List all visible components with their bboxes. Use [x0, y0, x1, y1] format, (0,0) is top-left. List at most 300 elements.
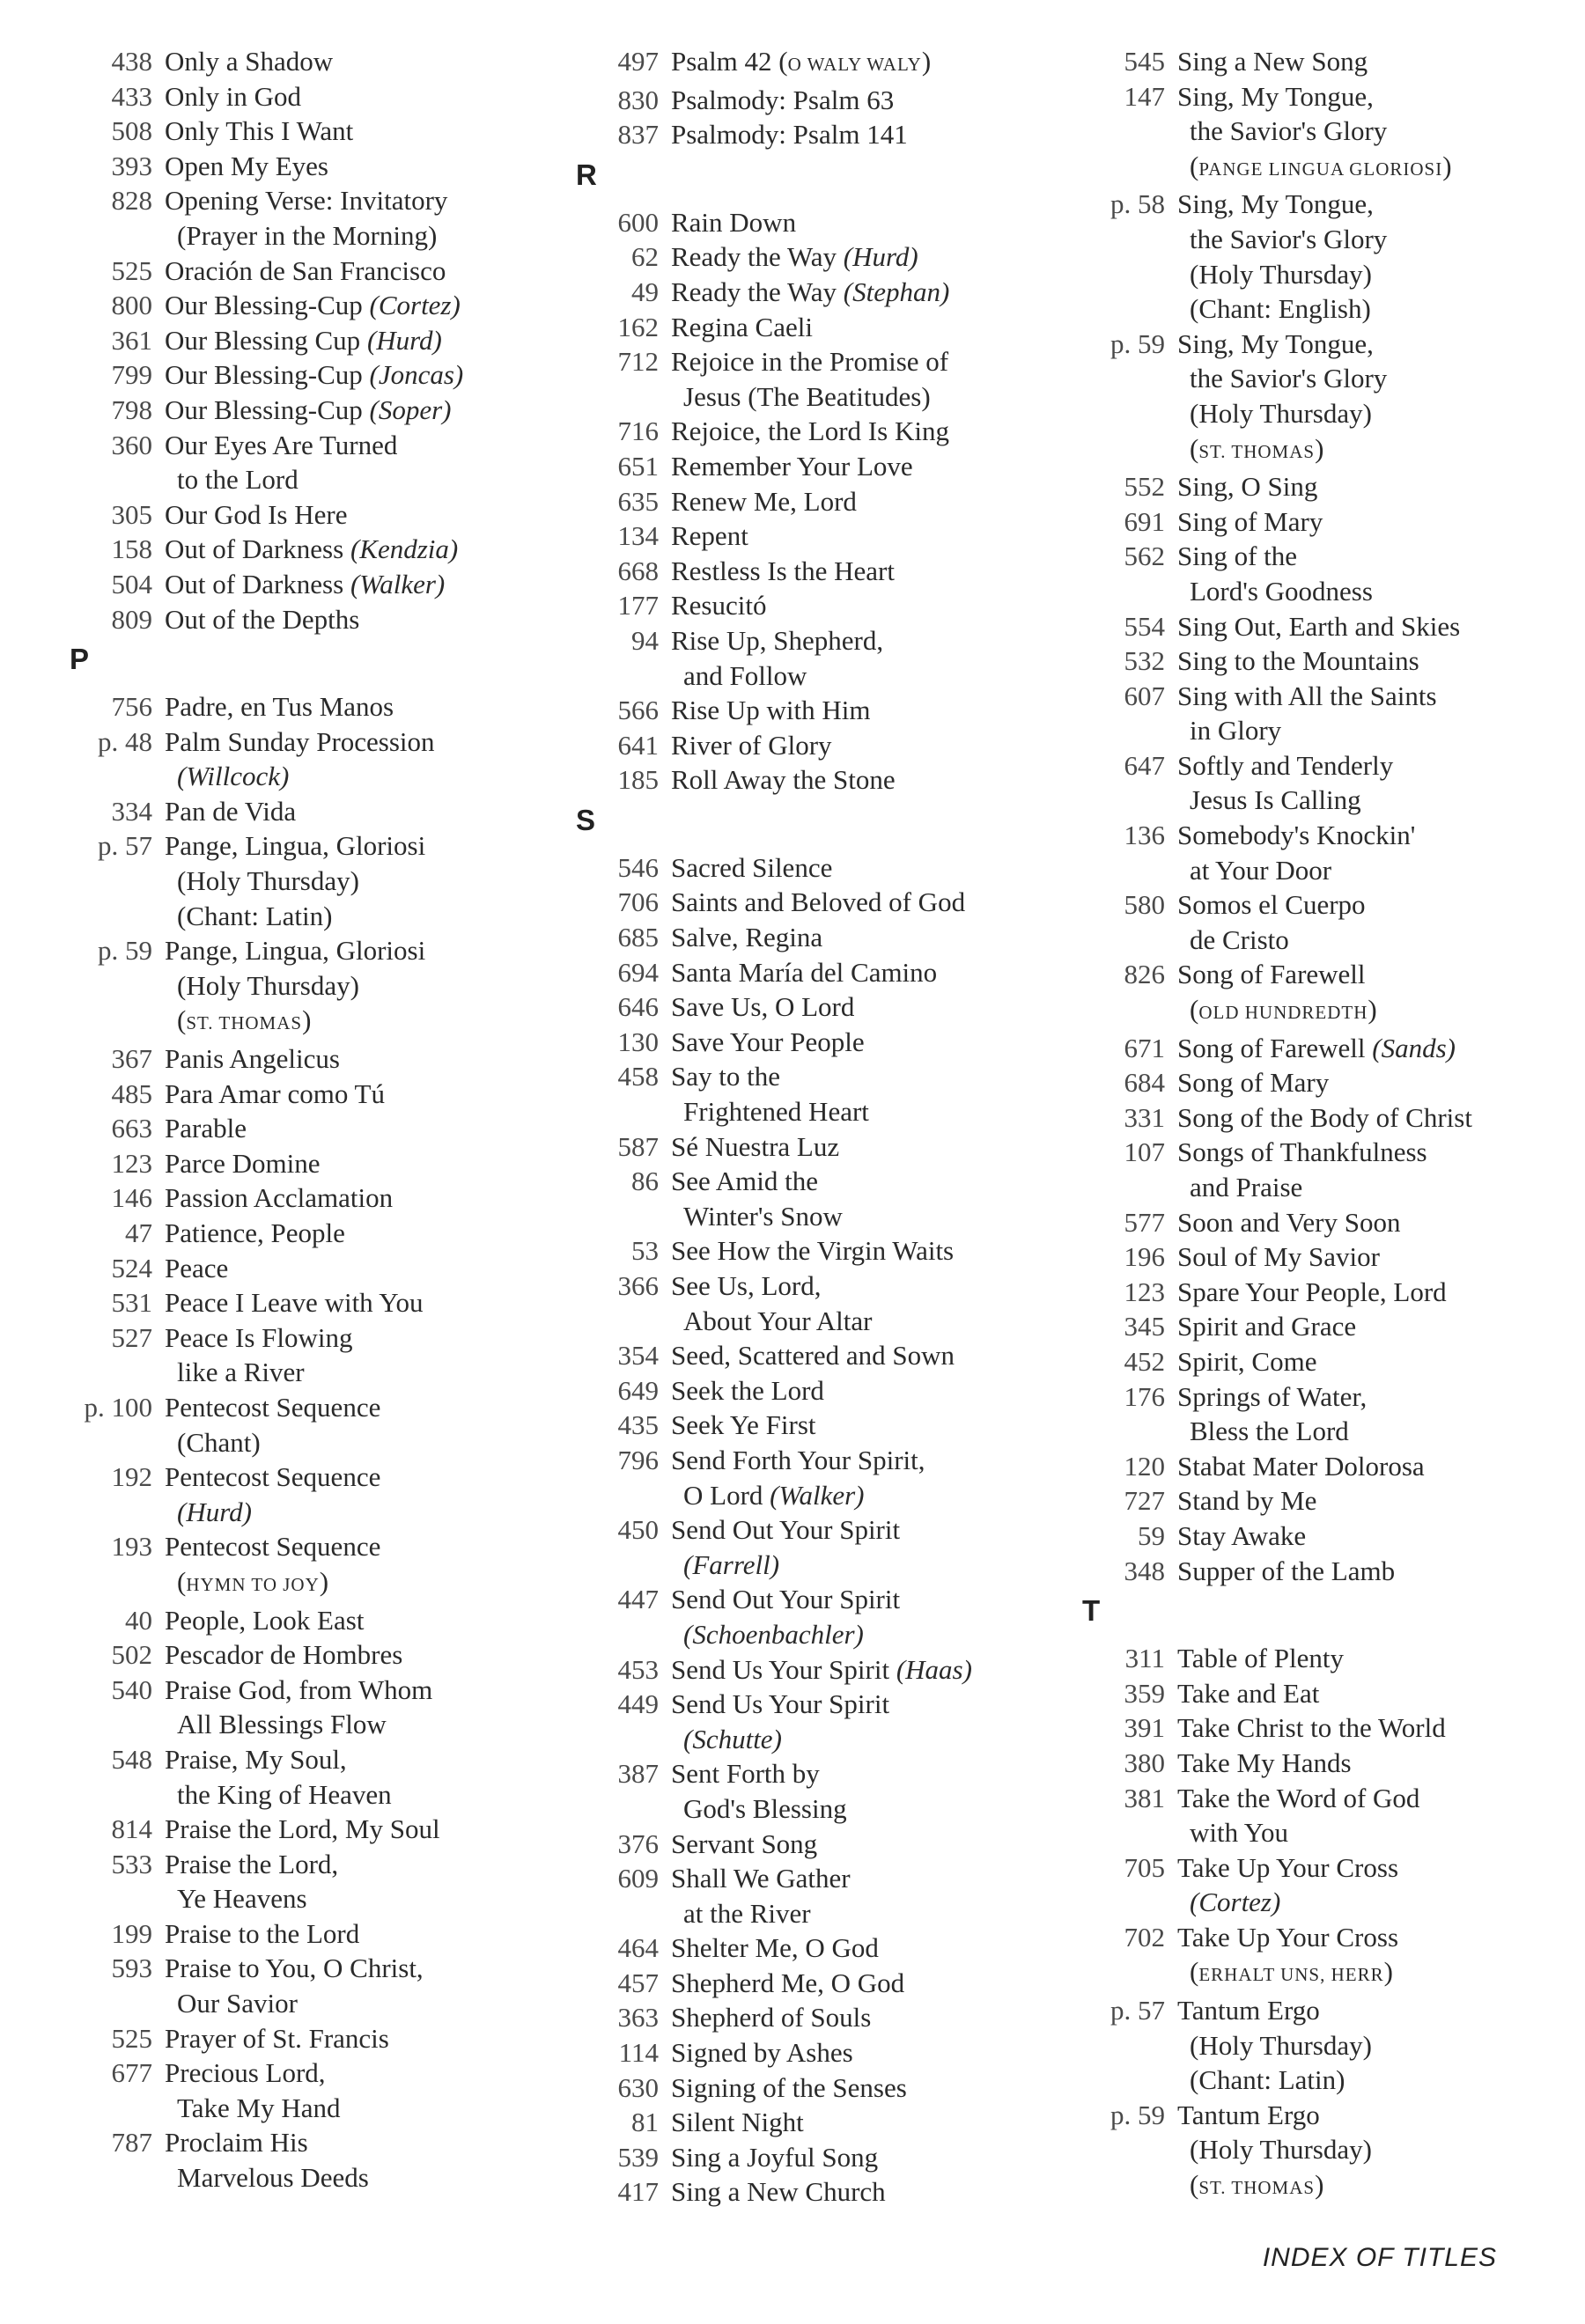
entry-title: [671, 728, 1052, 763]
title-line: [165, 864, 550, 899]
title-line: [1177, 609, 1572, 644]
composer-note: (Hurd): [366, 324, 442, 356]
index-entry: [57, 1460, 550, 1529]
title-line: [1177, 644, 1572, 679]
entry-title: [671, 1861, 1052, 1931]
title-text: Parable: [165, 1113, 247, 1144]
entry-title: [1177, 1781, 1572, 1850]
entry-title: [671, 1059, 1052, 1129]
index-entry: [564, 484, 1052, 519]
index-entry: [1070, 1379, 1572, 1449]
entry-number: 435: [617, 1409, 659, 1441]
entry-number: 593: [111, 1953, 152, 1984]
index-entry: [1070, 1710, 1572, 1746]
index-entry: [1070, 1205, 1572, 1240]
entry-number: 504: [111, 568, 152, 599]
title-line: [165, 1180, 550, 1216]
entry-title: [1177, 44, 1572, 79]
index-entry: [57, 79, 550, 114]
title-line: [165, 1603, 550, 1638]
entry-number: 837: [617, 119, 659, 151]
index-entry: [1070, 1641, 1572, 1676]
entry-number: 311: [1124, 1643, 1165, 1674]
entry-number: 525: [111, 254, 152, 286]
title-line: [165, 2056, 550, 2091]
entry-title: [165, 2056, 550, 2125]
entry-number: 334: [111, 795, 152, 827]
title-line: [671, 2070, 1052, 2106]
entry-number: 566: [617, 695, 659, 726]
title-text: Stay Awake: [1177, 1519, 1307, 1551]
entry-title: [1177, 1275, 1572, 1310]
title-text: Only in God: [165, 80, 301, 112]
title-line: [1177, 114, 1572, 149]
entry-number: 86: [631, 1166, 659, 1197]
title-line: [671, 1617, 1052, 1652]
entry-number: 453: [617, 1653, 659, 1685]
entry-number: 716: [617, 416, 659, 447]
index-entry: [564, 554, 1052, 589]
title-text: Seed, Scattered and Sown: [671, 1340, 955, 1372]
entry-number: 524: [111, 1252, 152, 1283]
section-letter: T: [1082, 1594, 1101, 1628]
section-letter: S: [576, 803, 596, 836]
title-line: [671, 1687, 1052, 1722]
title-line: [671, 484, 1052, 519]
title-line: [1177, 187, 1572, 222]
title-text: Our Blessing-Cup: [165, 359, 363, 391]
title-line: [671, 1791, 1052, 1827]
title-text: Spirit, Come: [1177, 1345, 1317, 1377]
title-line: [1177, 1100, 1572, 1136]
title-line: [1177, 1641, 1572, 1676]
composer-note: (Farrell): [683, 1548, 780, 1580]
title-text: the Savior's Glory: [1190, 363, 1388, 394]
entry-number: 120: [1124, 1450, 1165, 1482]
title-text: Praise to the Lord: [165, 1917, 360, 1949]
title-text: Somebody's Knockin': [1177, 820, 1416, 851]
title-line: [671, 1233, 1052, 1269]
title-text: Softly and Tenderly: [1177, 749, 1394, 781]
entry-title: [671, 554, 1052, 589]
title-text: Out of the Depths: [165, 603, 360, 635]
index-entry: [564, 1269, 1052, 1338]
title-line: [671, 658, 1052, 694]
title-text: Out of Darkness: [165, 568, 344, 599]
tune-name: (ST. THOMAS): [177, 1004, 312, 1036]
title-text: Ready the Way: [671, 276, 837, 307]
entry-number: 663: [111, 1113, 152, 1144]
title-line: [1177, 818, 1572, 853]
entry-number: 81: [631, 2107, 659, 2138]
index-entry: [57, 1390, 550, 1460]
title-text: Sacred Silence: [671, 851, 833, 883]
title-text: All Blessings Flow: [177, 1709, 387, 1740]
tune-name: (PANGE LINGUA GLORIOSI): [1190, 150, 1452, 181]
title-line: [165, 357, 550, 393]
index-entry: [564, 2105, 1052, 2140]
composer-note: (Walker): [350, 568, 446, 599]
title-text: and Follow: [683, 659, 807, 691]
index-entry: [57, 2021, 550, 2056]
entry-title: [165, 828, 550, 933]
title-text: Only a Shadow: [165, 46, 334, 77]
entry-title: [671, 1269, 1052, 1338]
entry-number: p. 59: [98, 935, 152, 967]
entry-number: 497: [617, 46, 659, 77]
title-line: [671, 1129, 1052, 1165]
title-text: Sing a Joyful Song: [671, 2141, 879, 2173]
index-entry: [564, 955, 1052, 990]
title-line: [165, 218, 550, 254]
index-entry: [57, 2125, 550, 2195]
title-line: [671, 449, 1052, 484]
entry-number: 447: [617, 1584, 659, 1615]
entry-title: [1177, 187, 1572, 326]
title-line: [165, 1673, 550, 1708]
title-text: Our Blessing-Cup: [165, 393, 363, 425]
index-entry: [57, 1251, 550, 1286]
index-entry: [1070, 1483, 1572, 1519]
entry-title: [165, 1637, 550, 1673]
title-text: (Holy Thursday): [177, 969, 359, 1001]
index-entry: [564, 1966, 1052, 2001]
title-text: Rise Up, Shepherd,: [671, 624, 884, 656]
title-text: Remember Your Love: [671, 450, 913, 482]
title-line: [165, 1355, 550, 1390]
title-line: [671, 414, 1052, 449]
title-text: Our Blessing-Cup: [165, 290, 363, 321]
index-entry: [57, 497, 550, 533]
entry-number: 641: [617, 729, 659, 761]
title-text: Send Us Your Spirit: [671, 1653, 890, 1685]
composer-note: (Walker): [770, 1479, 865, 1511]
index-entry: [1070, 1781, 1572, 1850]
entry-number: 531: [111, 1287, 152, 1319]
title-text: Psalmody: Psalm 63: [671, 84, 895, 115]
entry-title: [671, 1373, 1052, 1408]
index-entry: [57, 44, 550, 79]
entry-title: [671, 44, 1052, 83]
entry-number: 367: [111, 1043, 152, 1075]
title-line: [165, 1847, 550, 1882]
index-entry: [57, 1077, 550, 1112]
entry-title: [671, 989, 1052, 1025]
title-line: [1177, 504, 1572, 540]
title-line: [1177, 2132, 1572, 2167]
title-text: (Holy Thursday): [1190, 258, 1372, 290]
title-line: [1177, 783, 1572, 818]
title-line: [165, 79, 550, 114]
index-entry: [1070, 1135, 1572, 1204]
title-line: [1177, 2063, 1572, 2098]
entry-title: [671, 1512, 1052, 1582]
title-line: [165, 1707, 550, 1742]
index-entry: [1070, 1275, 1572, 1310]
index-entry: [57, 1216, 550, 1251]
entry-number: 798: [111, 393, 152, 425]
entry-number: 554: [1124, 610, 1165, 642]
title-text: Song of Farewell: [1177, 959, 1366, 990]
index-entry: [564, 344, 1052, 414]
title-text: Supper of the Lamb: [1177, 1555, 1396, 1586]
title-text: God's Blessing: [683, 1792, 847, 1824]
entry-number: 417: [617, 2176, 659, 2208]
entry-title: [1177, 1483, 1572, 1519]
title-line: [165, 183, 550, 218]
title-line: [1177, 396, 1572, 431]
title-text: Song of the Body of Christ: [1177, 1101, 1472, 1133]
title-text: (Chant: Latin): [177, 900, 333, 931]
title-line: [671, 989, 1052, 1025]
entry-number: 830: [617, 84, 659, 115]
index-entry: [57, 828, 550, 933]
entry-number: 450: [617, 1514, 659, 1546]
entry-title: [1177, 79, 1572, 188]
entry-title: [165, 933, 550, 1041]
index-entry: [1070, 1850, 1572, 1920]
entry-title: [1177, 1309, 1572, 1344]
index-entry: [1070, 679, 1572, 748]
title-line: [671, 379, 1052, 415]
index-entry: [1070, 79, 1572, 188]
title-text: Ye Heavens: [177, 1883, 307, 1915]
entry-number: 828: [111, 185, 152, 217]
title-text: See How the Virgin Waits: [671, 1235, 955, 1267]
entry-title: [165, 428, 550, 497]
title-line: [671, 1652, 1052, 1688]
entry-number: 587: [617, 1130, 659, 1162]
tune-name: (O WALY WALY): [778, 46, 932, 77]
title-line: [165, 2091, 550, 2126]
entry-title: [671, 117, 1052, 152]
title-line: [165, 323, 550, 358]
title-line: [671, 205, 1052, 240]
title-line: [671, 885, 1052, 920]
entry-title: [165, 2021, 550, 2056]
entry-number: 580: [1124, 889, 1165, 921]
title-text: Our Eyes Are Turned: [165, 429, 398, 460]
title-line: [1177, 957, 1572, 992]
title-line: [1177, 1710, 1572, 1746]
entry-title: [165, 1603, 550, 1638]
title-line: [165, 689, 550, 724]
title-text: Peace Is Flowing: [165, 1321, 353, 1353]
entry-title: [671, 623, 1052, 693]
index-entry: [57, 1951, 550, 2020]
title-text: the King of Heaven: [177, 1778, 392, 1810]
index-entry: [1070, 327, 1572, 469]
title-text: Sing Out, Earth and Skies: [1177, 610, 1461, 642]
title-line: [1177, 2167, 1572, 2206]
title-text: (Holy Thursday): [1190, 397, 1372, 429]
title-line: [671, 762, 1052, 798]
title-text: Springs of Water,: [1177, 1380, 1368, 1412]
entry-number: 527: [111, 1321, 152, 1353]
tune-name-text: ST. THOMAS: [186, 1012, 303, 1034]
title-text: Palm Sunday Procession: [165, 725, 435, 757]
index-entry: [564, 1233, 1052, 1269]
title-text: Pange, Lingua, Gloriosi: [165, 935, 426, 967]
title-text: Send Out Your Spirit: [671, 1514, 901, 1546]
entry-title: [671, 1025, 1052, 1060]
title-line: [1177, 1850, 1572, 1886]
title-line: [165, 1812, 550, 1847]
title-text: Song of Farewell: [1177, 1032, 1366, 1063]
entry-title: [165, 1180, 550, 1216]
entry-title: [165, 44, 550, 79]
entry-title: [165, 114, 550, 149]
entry-title: [671, 1652, 1052, 1688]
index-entry: [564, 1373, 1052, 1408]
title-text: Bless the Lord: [1190, 1416, 1349, 1447]
entry-number: 826: [1124, 959, 1165, 990]
entry-number: 176: [1124, 1380, 1165, 1412]
entry-number: 94: [631, 624, 659, 656]
title-text: Our Savior: [177, 1988, 298, 2019]
title-line: [1177, 1554, 1572, 1589]
title-text: Tantum Ergo: [1177, 2099, 1320, 2130]
title-line: [165, 1041, 550, 1077]
index-entry: [564, 2070, 1052, 2106]
title-line: [1177, 1065, 1572, 1100]
title-text: Prayer of St. Francis: [165, 2022, 389, 2054]
entry-title: [671, 885, 1052, 920]
composer-note: (Willcock): [177, 761, 290, 792]
index-entry: [1070, 1519, 1572, 1554]
title-line: [1177, 1170, 1572, 1205]
title-text: Save Us, O Lord: [671, 991, 855, 1023]
entry-number: 158: [111, 533, 152, 565]
index-entry: [564, 2174, 1052, 2210]
entry-title: [671, 310, 1052, 345]
title-line: [671, 275, 1052, 310]
entry-title: [1177, 818, 1572, 887]
title-line: [671, 1199, 1052, 1234]
title-line: [1177, 1414, 1572, 1449]
title-line: [1177, 291, 1572, 327]
title-line: [1177, 1815, 1572, 1850]
index-entry: [564, 83, 1052, 118]
entry-number: 635: [617, 485, 659, 517]
title-text: Silent Night: [671, 2107, 804, 2138]
entry-number: 457: [617, 1967, 659, 1998]
entry-number: 107: [1124, 1136, 1165, 1168]
tune-name: (OLD HUNDREDTH): [1190, 994, 1377, 1026]
entry-number: 452: [1124, 1345, 1165, 1377]
entry-number: 525: [111, 2022, 152, 2054]
title-line: [671, 1408, 1052, 1443]
entry-title: [671, 239, 1052, 275]
title-line: [1177, 1205, 1572, 1240]
title-text: the Savior's Glory: [1190, 115, 1388, 147]
entry-title: [165, 254, 550, 289]
index-entry: [1070, 1554, 1572, 1589]
title-line: [671, 693, 1052, 728]
title-text: Shepherd Me, O God: [671, 1967, 905, 1998]
title-text: the Savior's Glory: [1190, 223, 1388, 254]
index-entry: [564, 850, 1052, 886]
section-letter: P: [70, 643, 90, 676]
tune-name-text: ST. THOMAS: [1198, 440, 1316, 462]
title-line: [165, 968, 550, 1004]
title-text: Para Amar como Tú: [165, 1077, 385, 1109]
entry-number: 458: [617, 1061, 659, 1092]
entry-title: [1177, 1031, 1572, 1066]
entry-title: [1177, 1239, 1572, 1275]
entry-title: [671, 2140, 1052, 2175]
title-line: [165, 1425, 550, 1460]
title-text: Winter's Snow: [683, 1200, 843, 1232]
title-line: [1177, 1920, 1572, 1955]
title-text: (Holy Thursday): [177, 865, 359, 897]
entry-title: [671, 414, 1052, 449]
title-line: [671, 955, 1052, 990]
entry-number: 393: [111, 150, 152, 181]
title-text: Stand by Me: [1177, 1485, 1317, 1517]
title-text: Praise God, from Whom: [165, 1673, 433, 1705]
entry-title: [165, 1077, 550, 1112]
title-text: Precious Lord,: [165, 2057, 326, 2089]
entry-title: [671, 1408, 1052, 1443]
entry-title: [671, 920, 1052, 955]
title-text: Send Us Your Spirit: [671, 1688, 890, 1720]
title-text: Ready the Way: [671, 241, 837, 273]
title-text: Roll Away the Stone: [671, 764, 896, 796]
entry-title: [671, 275, 1052, 310]
title-text: Only This I Want: [165, 115, 354, 147]
title-line: [671, 2000, 1052, 2035]
entry-title: [165, 1216, 550, 1251]
entry-number: 134: [617, 520, 659, 552]
title-text: Renew Me, Lord: [671, 485, 857, 517]
entry-number: 562: [1124, 541, 1165, 572]
title-line: [165, 1951, 550, 1986]
entry-number: 47: [125, 1217, 152, 1248]
title-line: [1177, 79, 1572, 114]
title-text: Say to the: [671, 1061, 780, 1092]
title-line: [1177, 1239, 1572, 1275]
entry-title: [671, 1827, 1052, 1862]
entry-number: 809: [111, 603, 152, 635]
entry-title: [1177, 957, 1572, 1030]
index-entry: [564, 414, 1052, 449]
entry-number: 162: [617, 311, 659, 342]
title-line: [671, 2174, 1052, 2210]
index-entry: [564, 1338, 1052, 1373]
index-entry: [57, 1320, 550, 1390]
title-line: [671, 850, 1052, 886]
entry-title: [1177, 1344, 1572, 1379]
title-text: Psalm 42: [671, 46, 772, 77]
index-column-2: [564, 44, 1052, 2210]
title-line: [1177, 539, 1572, 574]
title-text: and Praise: [1190, 1172, 1303, 1202]
index-entry: [1070, 644, 1572, 679]
index-entry: [564, 1512, 1052, 1582]
entry-number: 552: [1124, 471, 1165, 503]
title-text: Sing, O Sing: [1177, 471, 1318, 503]
entry-title: [671, 1338, 1052, 1373]
index-entry: [564, 623, 1052, 693]
index-entry: [1070, 1920, 1572, 1993]
index-entry: [1070, 2098, 1572, 2206]
entry-title: [671, 83, 1052, 118]
title-text: Shepherd of Souls: [671, 2002, 872, 2034]
title-line: [671, 1269, 1052, 1304]
entry-number: 199: [111, 1917, 152, 1949]
title-text: Sing of Mary: [1177, 505, 1323, 537]
